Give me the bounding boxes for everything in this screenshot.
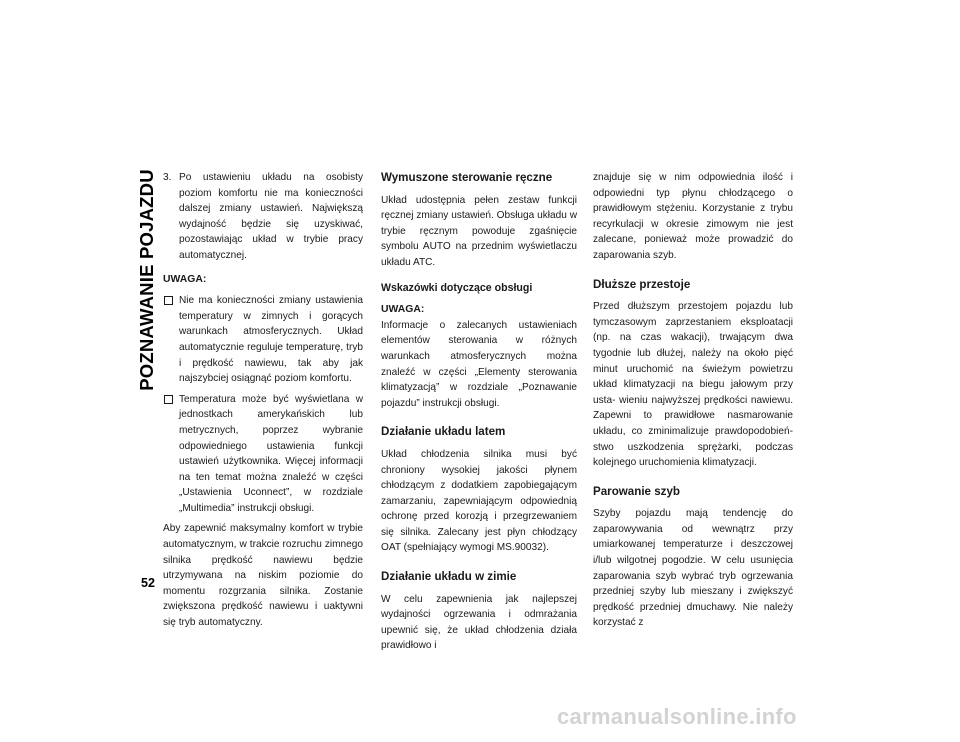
- checkbox-bullet-icon: [164, 296, 173, 305]
- heading-winter-operation: Działanie układu w zimie: [381, 570, 517, 584]
- column-2: [381, 170, 577, 654]
- checkbox-bullet-icon: [164, 395, 173, 404]
- bullet-text: Temperatura może być wyświetlana w jednostkach amerykańskich lub metrycznych, poprzez wybranie odpowiedniego ustawienia funkcji ustawień użytkownika. Więcej informacji na ten temat można znaleźć w części „Ustawienia Uconnect”, w rozdziale „Multimedia” instrukcji obsługi.: [179, 393, 363, 514]
- item-text: Po ustawieniu układu na osobisty poziom komfortu nie ma konieczności dalszej zmiany ustawień. Największą wydajność będzie się uzyskiwać, pozostawiając układ w trybie pracy automatycznej.: [179, 172, 363, 261]
- heading-manual-override: Wymuszone sterowanie ręczne: [381, 171, 553, 184]
- subheading-operating-tips: Wskazówki dotyczące obsługi: [381, 281, 533, 294]
- closing-paragraph: Aby zapewnić maksymalny komfort w trybie automatycznym, w trakcie rozruchu zimnego silnika prędkość nawiewu będzie utrzymywana na niskim poziomie do momentu rozgrzania silnika. Zostanie zwiększona prędkość nawiewu i uaktywni się tryb automatyczny.: [163, 523, 363, 629]
- fogging-paragraph: Szyby pojazdu mają tendencję do zaparowywania od wewnątrz przy umiarkowanej temperaturze i deszczowej i/lub wilgotnej pogodzie. W celu usunięcia zaparowania szyb wybrać tryb ogrzewania przedniej szyby lub mieszany i zwiększyć prędkość przedniej dmuchawy. Nie należy korzystać z: [593, 508, 793, 629]
- note-label: UWAGA:: [381, 304, 425, 316]
- manual-paragraph: Układ udostępnia pełen zestaw funkcji ręcznej zmiany ustawień. Obsługa układu w trybie ręcznym powoduje zgaśnięcie symbolu AUTO na przednim wyświetlaczu układu ATC.: [381, 194, 577, 268]
- heading-window-fogging: Parowanie szyb: [593, 484, 680, 498]
- item-number: 3.: [163, 172, 172, 183]
- heading-vacation-storage: Dłuższe przestoje: [593, 277, 691, 291]
- column-3: [593, 170, 793, 631]
- page-number: 52: [141, 576, 155, 590]
- storage-paragraph: Przed dłuższym przestojem pojazdu lub tymczasowym zaprzestaniem eksploatacji (np. na czas wakacji), trwającym dwa tygodnie lub dłużej, należy na około pięć minut uruchomić na świeżym powietrzu układ klimatyzacji na biegu jałowym przy usta- wieniu najwyższej prędkości nawiewu. Zapewni to prawidłowe nasmarowanie układu, co zminimalizuje prawdopodobień- stwo uszkodzenia sprężarki, podczas kolejnego uruchomienia klimatyzacji.: [593, 301, 793, 469]
- note-bullet: [163, 392, 363, 517]
- watermark: carmanualsonline.info: [557, 704, 797, 729]
- column-1: [163, 170, 363, 631]
- numbered-item-3: [163, 170, 363, 264]
- section-side-label-text: POZNAWANIE POJAZDU: [136, 169, 157, 391]
- bullet-text: Nie ma konieczności zmiany ustawienia temperatury w zimnych i gorących warunkach atmosferycznych. Układ automatycznie reguluje temperaturę, tryb i prędkość nawiewu, tak aby jak najszybciej osiągnąć poziom komfortu.: [179, 295, 363, 385]
- tips-paragraph: Informacje o zalecanych ustawieniach elementów sterowania w różnych warunkach atmosferycznych można znaleźć w części „Elementy sterowania klimatyzacją” w rozdziale „Poznawanie pojazdu” instrukcji obsługi.: [381, 319, 577, 409]
- continued-paragraph: znajduje się w nim odpowiednia ilość i odpowiedni typ płynu chłodzącego o prawidłowym stężeniu. Korzystanie z trybu recyrkulacji w okresie zimowym nie jest zalecane, ponieważ może prowadzić do zaparowania szyb.: [593, 172, 793, 261]
- note-label: UWAGA:: [163, 273, 207, 285]
- heading-summer-operation: Działanie układu latem: [381, 425, 506, 439]
- note-bullet: [163, 293, 363, 387]
- winter-paragraph: W celu zapewnienia jak najlepszej wydajności ogrzewania i odmrażania upewnić się, że układ chłodzenia działa prawidłowo i: [381, 593, 577, 652]
- summer-paragraph: Układ chłodzenia silnika musi być chroniony wysokiej jakości płynem chłodzącym z dodatkiem zapobiegającym zamarzaniu, zapewniającym odpowiednią ochronę przed korozją i przegrzewaniem się silnika. Zalecany jest płyn chłodzący OAT (spełniający wymogi MS.90032).: [381, 448, 577, 554]
